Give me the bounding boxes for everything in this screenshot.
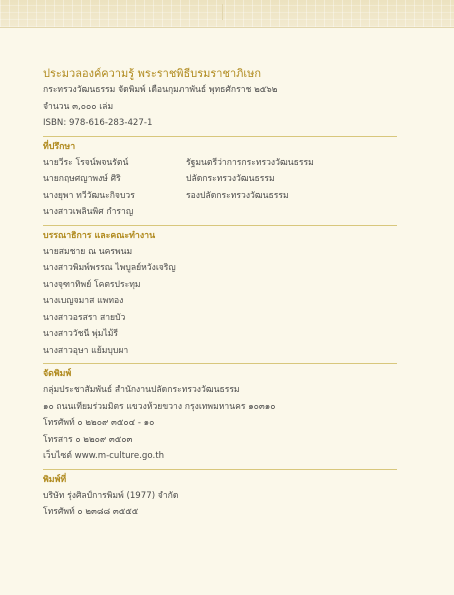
editor-name: นางจุฑาทิพย์ โคตรประทุม bbox=[43, 279, 141, 290]
publication-info: กระทรวงวัฒนธรรม จัดพิมพ์ เดือนกุมภาพันธ์ พุทธศักราช ๒๕๖๒ bbox=[43, 85, 278, 95]
editor-name: นางเบญจมาส แพทอง bbox=[43, 296, 124, 306]
publisher-website: เว็บไซต์ www.m-culture.go.th bbox=[43, 451, 165, 461]
section-divider bbox=[43, 469, 397, 470]
advisor-name: นายวีระ โรจน์พจนรัตน์ bbox=[43, 157, 129, 168]
section-divider bbox=[43, 225, 397, 226]
advisor-row bbox=[43, 188, 397, 205]
publisher-info bbox=[43, 382, 397, 465]
editors-heading: บรรณาธิการ และคณะทำงาน bbox=[43, 230, 156, 241]
advisor-name: นางสาวเพลินพิศ กำราญ bbox=[43, 207, 134, 217]
printer-company: บริษัท รุ่งศิลป์การพิมพ์ (1977) จำกัด bbox=[43, 490, 179, 501]
advisor-row bbox=[43, 204, 397, 221]
advisor-row bbox=[43, 155, 397, 172]
advisors-heading: ที่ปรึกษา bbox=[43, 141, 76, 152]
printer-heading: พิมพ์ที่ bbox=[43, 474, 67, 485]
editors-list bbox=[43, 244, 397, 360]
publisher-fax: โทรสาร ๐ ๒๒๐๙ ๓๕๐๓ bbox=[43, 434, 133, 445]
section-divider bbox=[43, 136, 397, 137]
publisher-phone: โทรศัพท์ ๐ ๒๒๐๙ ๓๕๐๔ - ๑๐ bbox=[43, 418, 155, 428]
publisher-address: ๑๐ ถนนเทียมร่วมมิตร แขวงห้วยขวาง กรุงเทพมหานคร ๑๐๓๑๐ bbox=[43, 401, 276, 412]
decorative-header-band bbox=[0, 0, 454, 28]
print-run: จำนวน ๓,๐๐๐ เล่ม bbox=[43, 101, 114, 112]
advisor-name: นางยุพา ทวีวัฒนะกิจบวร bbox=[43, 190, 135, 201]
header-divider bbox=[222, 4, 223, 20]
editor-name: นางสาวอรสรา สายบัว bbox=[43, 312, 126, 323]
editor-name: นางสาวอุษา แย้มบุบผา bbox=[43, 345, 129, 356]
editor-name: นางสาววัชนี พุ่มไม้รี bbox=[43, 329, 118, 339]
advisor-row bbox=[43, 171, 397, 188]
book-title: ประมวลองค์ความรู้ พระราชพิธีบรมราชาภิเษก bbox=[43, 67, 262, 80]
printer-info bbox=[43, 488, 397, 521]
editor-name: นางสาวพิมพ์พรรณ ไพบูลย์หวังเจริญ bbox=[43, 263, 176, 273]
advisor-name: นายกฤษศญาพงษ์ ศิริ bbox=[43, 174, 121, 184]
publisher-org: กลุ่มประชาสัมพันธ์ สำนักงานปลัดกระทรวงวัฒนธรรม bbox=[43, 385, 240, 395]
isbn: ISBN: 978-616-283-427-1 bbox=[43, 118, 153, 128]
colophon bbox=[43, 66, 397, 521]
advisors-list bbox=[43, 155, 397, 221]
publisher-heading: จัดพิมพ์ bbox=[43, 369, 72, 379]
advisor-role: รัฐมนตรีว่าการกระทรวงวัฒนธรรม bbox=[186, 157, 314, 168]
editor-name: นายสมชาย ณ นครพนม bbox=[43, 246, 133, 257]
advisor-role: รองปลัดกระทรวงวัฒนธรรม bbox=[186, 190, 289, 201]
advisor-role: ปลัดกระทรวงวัฒนธรรม bbox=[186, 174, 275, 184]
printer-phone: โทรศัพท์ ๐ ๒๓๘๘ ๓๕๕๕ bbox=[43, 507, 139, 517]
section-divider bbox=[43, 363, 397, 364]
